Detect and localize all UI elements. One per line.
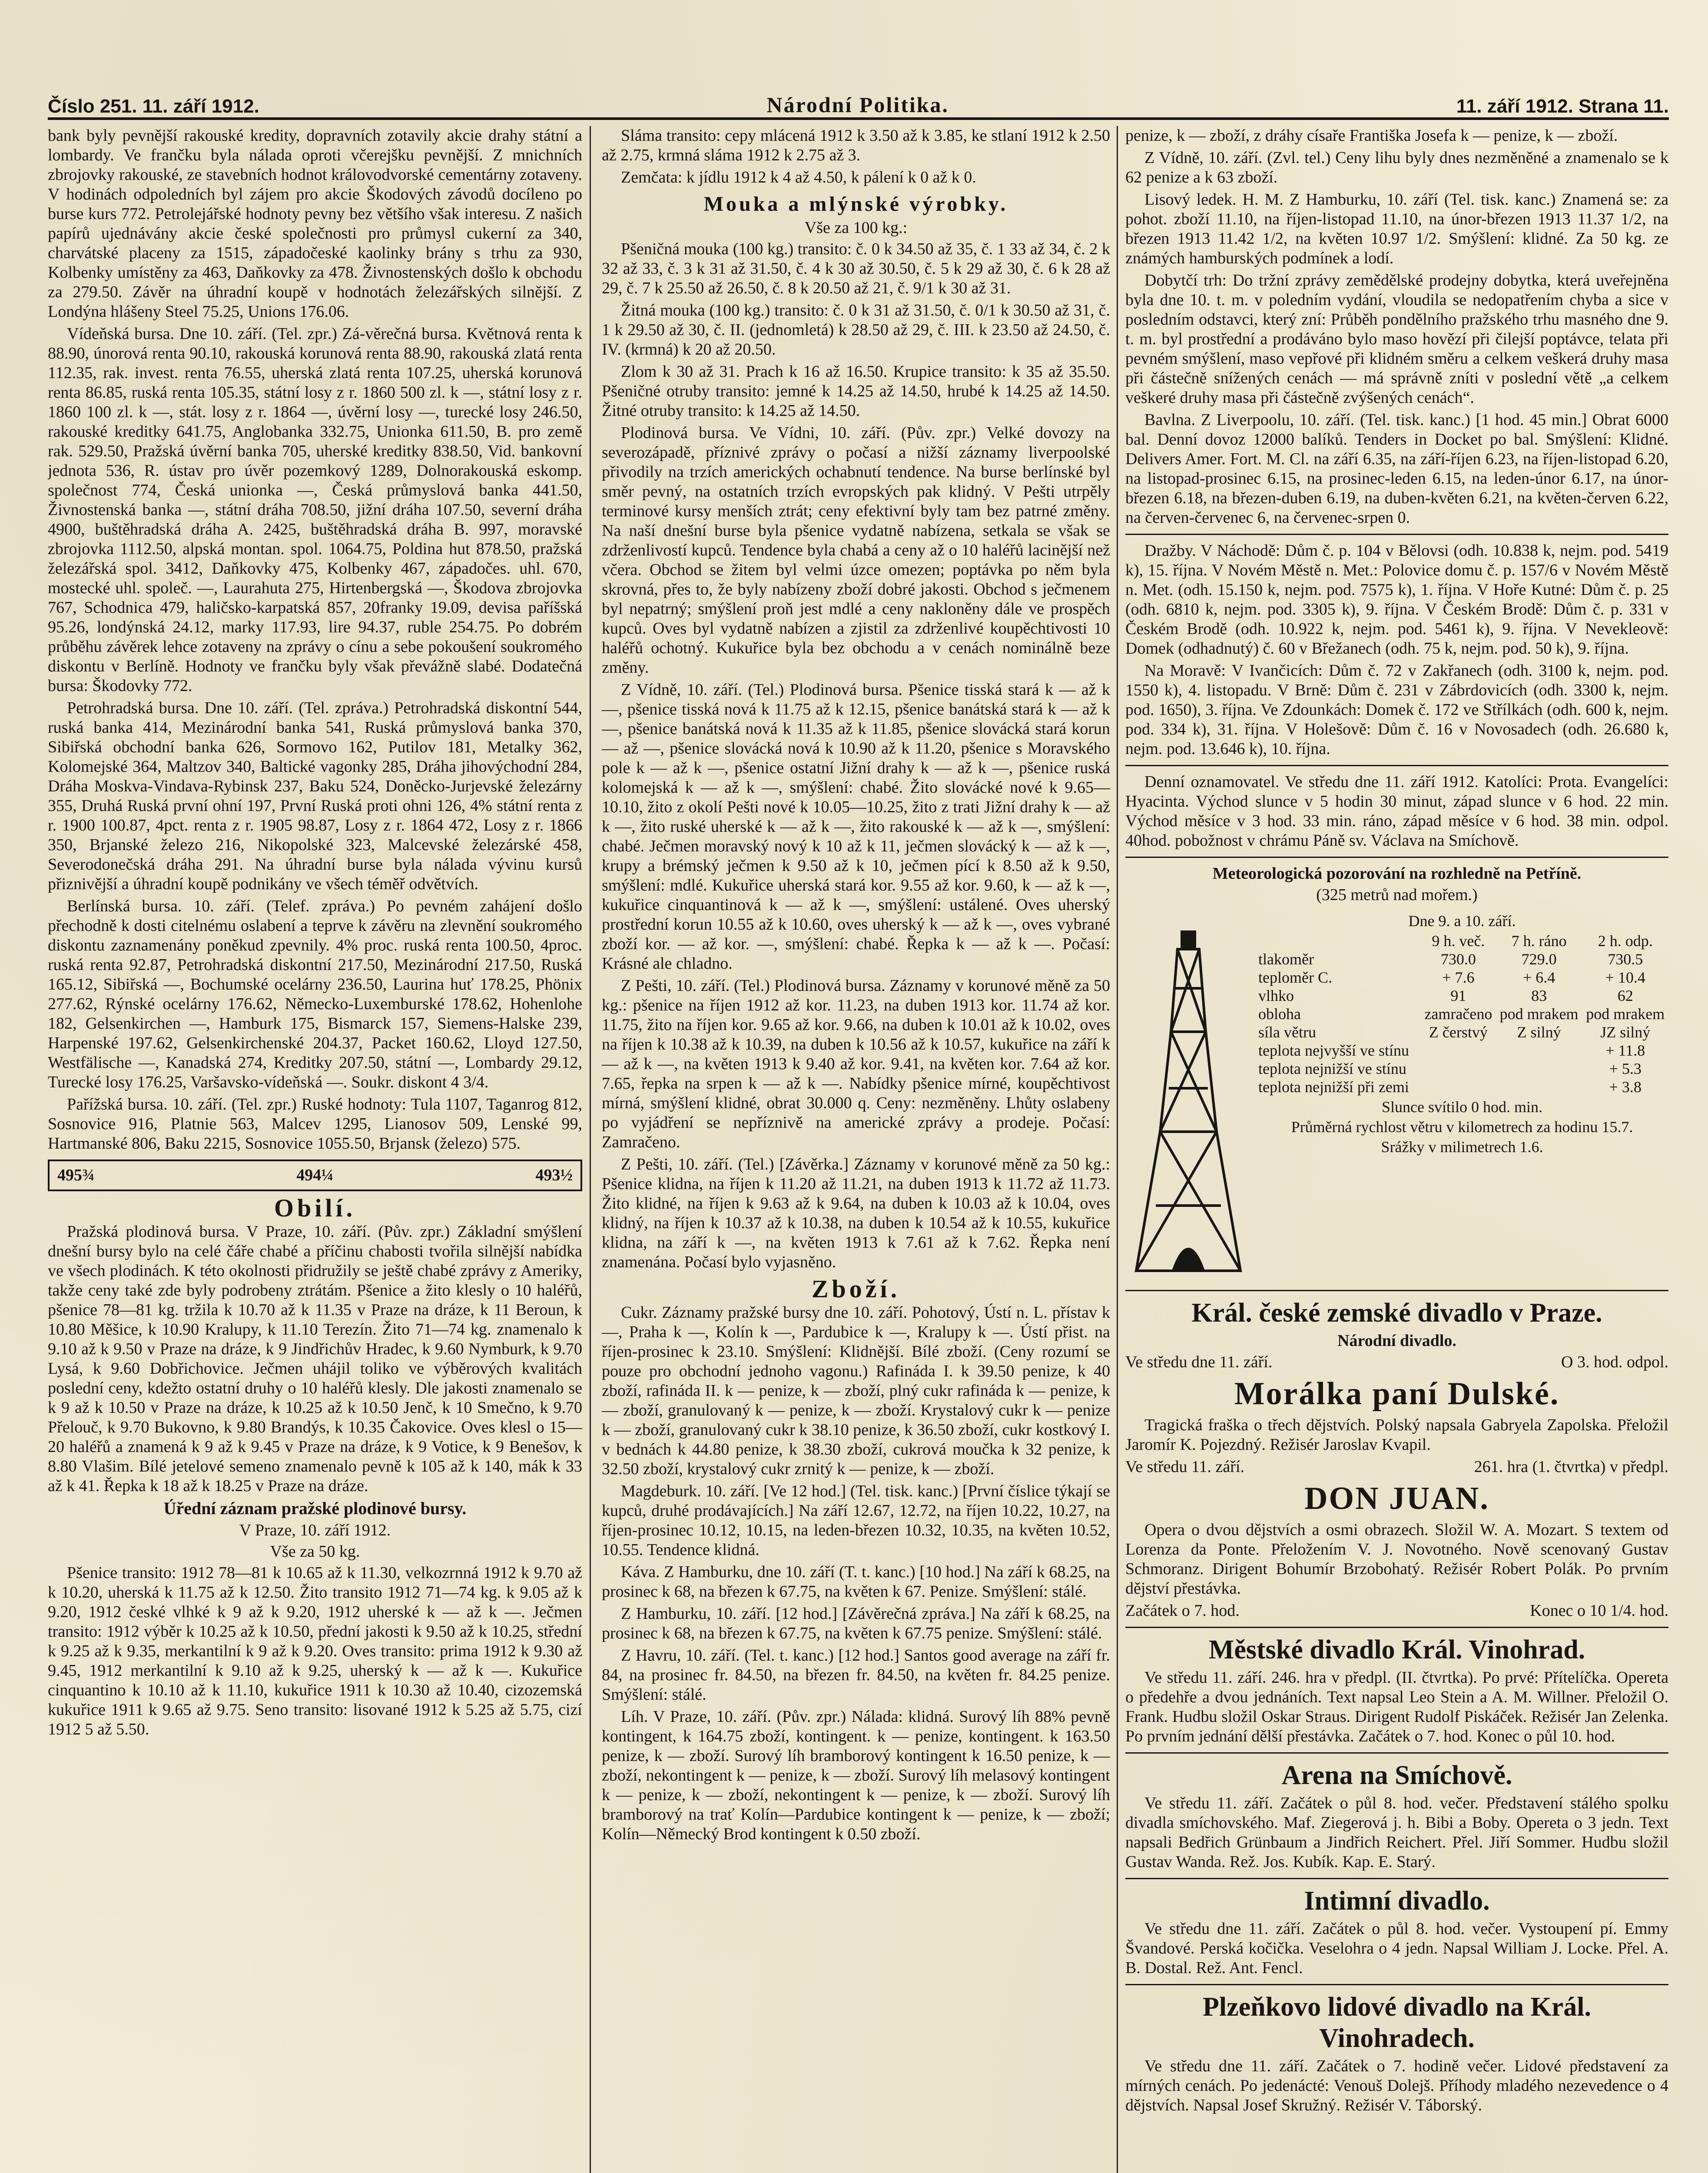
divider xyxy=(1125,534,1668,535)
meteo-value: Z čerstvý xyxy=(1429,1023,1488,1041)
article-auctions-moravia: Na Moravě: V Ivančicích: Dům č. 72 v Zakřanech (odh. 3100 k, nejm. pod. 1550 k), 4. listopadu. V Brně: Dům č. 231 v Zábrdovicích (odh. 3300 k, nejm. pod. 1650), 3. října. Ve Zdounkách: Domek č. 172 ve Střílkách (odh. 600 k, nejm. pod. 334 k), 31. října. V Holešově: Dům č. 16 v Novosadech (odh. 26.680 k, nejm. pod. 13.646 k), 10. října. xyxy=(1125,661,1668,758)
masthead xyxy=(48,87,1669,120)
theatre-subheading: Národní divadlo. xyxy=(1337,1332,1456,1350)
theatre-heading-national: Král. české zemské divadlo v Praze. xyxy=(1191,1298,1602,1328)
meteo-value: + 10.4 xyxy=(1605,969,1645,986)
theatre-description: Ve středu dne 11. září. Začátek o 7. hodině večer. Lidové představení za mírných cenách. Po jedenácté: Venouš Dolejš. Příhody mladého nezevedence o 4 dějstvích. Napsal Josef Skružný. Režisér V. Táborský. xyxy=(1125,2057,1668,2114)
meteo-value: + 3.8 xyxy=(1609,1078,1642,1096)
divider xyxy=(1125,765,1668,766)
article-vienna-bourse: Vídeňská bursa. Dne 10. září. (Tel. zpr.) Zá-věrečná bursa. Květnová renta k 88.90, únorová renta 90.10, rakouská korunová renta 88.90, rakouská zlatá renta 112.35, rak. invest. renta 76.55, uherská zlatá renta 107.25, uherská korunová renta 86.85, ruská renta 105.35, státní losy z r. 1860 500 zl. k —, státní losy z r. 1860 100 zl. k —, stát. losy z r. 1864 —, úvěrní losy —, turecké losy 246.50, rakouské kreditky 641.75, Anglobanka 332.75, Unionka 611.50, B. pro země rak. 529.50, Pražská úvěrní banka 705, uherské kreditky 838.50, Vid. bankovní jednota 536, R. ústav pro úvěr pozemkový 1289, Dolnorakouská eskomp. společnost 774, Česká unionka —, Česká průmyslová banka 441.50, Živnostenská banka —, státní dráha 708.50, jižní dráha 107.50, severní dráha 4900, buštěhradská dráha A. 2425, buštěhradská dráha B. 997, moravské zbrojovka 1112.50, alpská montan. spol. 1064.75, Poldina hut 878.50, pražská železářská spol. 3412, Daňkovky 475, Kolbenky 467, západočes. uhl. 670, mostecké uhl. společ. —, Laurahuta 275, Hirtenbergská —, Škodova zbrojovka 767, Schodnica 479, haličsko-karpatská 857, 20franky 19.09, devisa paříšská 95.26, londýnská 24.12, marky 117.93, lire 94.37, ruble 254.75. Po dobrém průběhu závěrek lehce zotaveny na zprávy o cínu a sebe pokoušení soukromého diskontu v Berlíně. Hodnoty ve frančku byly však převážně slabé. Dodatečná bursa: Škodovky 772. xyxy=(48,325,582,695)
article-prague-produce-bourse: Pražská plodinová bursa. V Praze, 10. září. (Pův. zpr.) Základní smýšlení dnešní bursy bylo na celé čáře chabé a příčinu chabosti tvořila silnější nabídka ve všech plodinách. K této okolnosti přidružily se ještě chabé zprávy z Ameriky, takže ceny také zde byly podrobeny ztrátám. Pšenice a žito klesly o 10 haléřů, pšenice 78—81 kg. tržila k 10.70 až k 11.35 v Praze na dráze, k 11 Beroun, k 10.80 Měšice, k 10.90 Kralupy, k 11.10 Terezín. Žito 71—74 kg. znamenalo k 9.10 až k 9.50 v Praze na dráze, k 9 Jindřichův Hradec, k 9.60 Nymburk, k 9.70 Lysá, k 9.60 Dobřichovice. Ječmen uhájil toliko ve výběrových kvalitách poslední ceny, kdežto ostatní druhy o 10 haléřů klesly. Dle jakosti znamenalo se k 9 až k 10.50 v Praze na dráze, k 10.25 až k 10.50 Jenč, k 10 Smečno, k 9.70 Přelouč, k 9.70 Bukovno, k 9.80 Brandýs, k 10.35 Čakovice. Oves klesl o 15—20 haléřů a znamená k 9 až k 9.45 v Praze na dráze, k 9 Votice, k 9 Benešov, k 8.80 Vlašim. Bílé jetelové semeno znamenalo pevně k 105 až k 140, mák k 33 až k 41. Řepka k 18 až k 18.25 v Praze na dráze. xyxy=(48,1223,582,1495)
theatre-heading-intimate: Intimní divadlo. xyxy=(1304,1886,1490,1916)
meteo-value: pod mrakem xyxy=(1499,1005,1579,1023)
article-vienna-spirits: Z Vídně, 10. září. (Zvl. tel.) Ceny lihu byly dnes nezměněné a znamenalo se k 62 penize a k 63 zboží. xyxy=(1125,149,1668,186)
meteo-wind: Průměrná rychlost větru v kilometrech za hodinu 15.7. xyxy=(1291,1118,1633,1136)
meteo-value: 729.0 xyxy=(1521,950,1557,968)
article-spirits-cont: penize, k — zboží, z dráhy císaře Františka Josefa k — penize, k — zboží. xyxy=(1125,126,1618,145)
theatre-date: Ve středu 11. září. xyxy=(1125,1458,1244,1476)
article-saltpeter: Lisový ledek. H. M. Z Hamburku, 10. září (Tel. tisk. kanc.) Znamená se: za pohot. zboží 11.10, na říjen-listopad 11.10, na únor-březen 1913 11.37 1/2, na březen 1913 11.42 1/2, na květen 10.97 1/2. Smýšlení: klidné. Za 50 kg. ze známých hamburských podmínek a lodí. xyxy=(1125,190,1668,267)
article-daily-announcer: Denní oznamovatel. Ve středu dne 11. září 1912. Katolíci: Prota. Evangelíci: Hyacinta. Východ slunce v 5 hodin 30 minut, západ slunce v 6 hod. 22 min. Východ měsíce v 3 hod. 33 min. ráno, západ měsíce v 6 hod. 38 min. odpol. 40hod. pobožnost v chrámu Páně sv. Václava na Smíchově. xyxy=(1125,773,1668,850)
column-1 xyxy=(48,126,582,2173)
article-coffee: Káva. Z Hamburku, dne 10. září (T. t. kanc.) [10 hod.] Na září k 68.25, na prosinec k 68, na březen k 67.75, na květen k 67. Penize. Smýšlení: stálé. xyxy=(602,1563,1110,1601)
meteo-col-head: 7 h. ráno xyxy=(1511,932,1567,950)
official-record-heading: Úřední záznam pražské plodinové bursy. xyxy=(163,1499,467,1518)
meteo-row xyxy=(1256,987,1668,1005)
meteo-row xyxy=(1256,1005,1668,1023)
article-rye-flour: Žitná mouka (100 kg.) transito: č. 0 k 31 až 31.50, č. 0/1 k 30.50 až 31, č. 1 k 29.50 až 30, č. II. (jednomletá) k 28.50 až 29, č. III. k 23.50 až 24.50, č. IV. (krmná) k 20 až 20.50. xyxy=(602,301,1110,359)
meteo-row xyxy=(1256,968,1668,987)
article-petersburg-bourse: Petrohradská bursa. Dne 10. září. (Tel. zpráva.) Petrohradská diskontní 544, ruská banka 414, Mezinárodní banka 541, Ruská průmyslová banka 370, Sibiřská obchodní banka 626, Sormovo 162, Putilov 181, Metalky 362, Kolomejské 364, Maltzov 340, Baltické vagonky 285, Dráha jihovýchodní 284, Dráha Moskva-Vindava-Rybinsk 237, Baku 524, Doněcko-Jurjevské železárny 355, Druhá Ruská první ohní 197, První Ruská proti ohni 126, 4% státní renta z r. 1900 100.87, 4pct. renta z r. 1905 98.87, Losy z r. 1864 472, Losy z r. 1866 350, Brjanské železo 216, Nikopolské 323, Malcevské železárské 458, Severodonečská dráha 291. Na úhradní burse byla nálada vývinu kursů přiznivější a úhradní koupě podnikány ve všech téměř odvětvích. xyxy=(48,699,582,893)
meteo-sunshine: Slunce svítilo 0 hod. min. xyxy=(1381,1098,1542,1116)
theatre-time: O 3. hod. odpol. xyxy=(1561,1353,1668,1371)
meteo-value: 730.0 xyxy=(1440,950,1476,968)
meteo-header-row xyxy=(1256,932,1668,950)
end-time: Konec o 10 1/4. hod. xyxy=(1530,1602,1668,1620)
petrin-tower-illustration xyxy=(1130,923,1247,1279)
article-straw: Sláma transito: cepy mlácená 1912 k 3.50 až k 3.85, ke stlaní 1912 k 2.50 až 2.75, krmná sláma 1912 k 2.75 až 3. xyxy=(602,126,1110,164)
divider xyxy=(1125,1878,1668,1879)
meteo-value: + 7.6 xyxy=(1442,969,1475,986)
article-spirits: Líh. V Praze, 10. září. (Pův. zpr.) Nálada: klidná. Surový líh 88% pevně kontingent, k 164.75 zboží, kontingent. k — penize, kontingent. k 163.50 penize, k — zboží. Surový líh bramborový kontingent k 16.50 penize, k — zboží, nekontingent k — penize, k — zboží. Surový líh melasový kontingent k — penize, k — zboží, nekontingent k — penize, k — zboží. Surový líh bramborový na trať Kolín—Pardubice kontingent k — penize, k — zboží; Kolín—Německý Brod kontingent k 0.50 zboží. xyxy=(602,1708,1110,1843)
meteo-table xyxy=(1256,910,1668,1158)
meteo-value: pod mrakem xyxy=(1586,1005,1665,1023)
section-heading-flour: Mouka a mlýnské výrobky. xyxy=(703,193,1008,216)
meteo-row xyxy=(1256,1023,1668,1041)
divider xyxy=(1125,1627,1668,1628)
meteo-value: 62 xyxy=(1617,987,1633,1004)
meteo-value: JZ silný xyxy=(1600,1023,1651,1041)
meteo-value: 91 xyxy=(1450,987,1466,1004)
price-box-value: 495¾ xyxy=(57,1166,95,1184)
divider xyxy=(1125,1290,1668,1291)
meteo-title: Meteorologická pozorování na rozhledně na Petříně. xyxy=(1212,864,1582,883)
meteo-subtitle: (325 metrů nad mořem.) xyxy=(1316,886,1478,904)
official-record-date: V Praze, 10. září 1912. xyxy=(239,1521,391,1539)
article-bran: Zlom k 30 až 31. Prach k 16 až 16.50. Krupice transito: k 35 až 35.50. Pšeničné otruby transito: jemné k 14.25 až 14.50, hrubé k 14.25 až 14.50. Žitné otruby transito: k 14.25 až 14.50. xyxy=(602,362,1110,420)
play-title: Morálka paní Dulské. xyxy=(1234,1376,1560,1412)
meteo-value: 83 xyxy=(1531,987,1547,1004)
theatre-heading-vinohrady: Městské divadlo Král. Vinohrad. xyxy=(1208,1635,1585,1665)
play-title: DON JUAN. xyxy=(1304,1481,1489,1516)
meteo-extra-row xyxy=(1256,1041,1668,1060)
meteo-rain: Srážky v milimetrech 1.6. xyxy=(1381,1138,1543,1156)
theatre-heading-arena: Arena na Smíchově. xyxy=(1281,1761,1512,1790)
article-paris-bourse: Pařížská bursa. 10. září. (Tel. zpr.) Ruské hodnoty: Tula 1107, Taganrog 812, Sosnovice 916, Platnie 563, Malcev 1295, Lianosov 509, Lenské 99, Hartmanské 806, Baku 2215, Sosnovice 1055.50, Brjansk (železo) 575. xyxy=(48,1095,582,1153)
meteo-extra-row xyxy=(1256,1078,1668,1096)
column-rule xyxy=(1117,126,1118,2173)
article-potatoes: Zemčata: k jídlu 1912 k 4 až 4.50, k pálení k 0 až k 0. xyxy=(621,168,976,186)
article-auctions: Dražby. V Náchodě: Dům č. p. 104 v Bělovsi (odh. 10.838 k, nejm. pod. 5419 k), 15. října. V Novém Městě n. Met.: Polovice domu č. p. 157/6 v Novém Městě n. Met. (odh. 15.150 k, nejm. pod. 7575 k), 1. října. V Hoře Kutné: Dům č. p. 25 (odh. 6810 k, nejm. pod. 3305 k), 9. října. V Českém Brodě: Dům č. p. 331 v Českém Brodě (odh. 10.922 k, nejm. pod. 5461 k), 9. října. V Nevekleově: Domek (odhadnutý) č. 60 v Břežanech (odh. 75 k, nejm. pod. 50 k), 9. října. xyxy=(1125,542,1668,658)
meteo-row-label: vlhko xyxy=(1258,987,1294,1004)
article-vienna-produce-2: Z Vídně, 10. září. (Tel.) Plodinová bursa. Pšenice tisská stará k — až k —, pšenice tisská nová k 11.75 až k 12.15, pšenice banátská stará k — až k —, pšenice banátská nová k 11.35 až k 11.85, pšenice slovácká stará korun — až —, pšenice slovácká nová k 10.90 až k 11.20, pšenice s Moravského pole k — až k —, pšenice ostatní Jižní drahy k — až k —, pšenice ruská kolomejská k — až k —, smýšlení: chabé. Žito slovácké nové k 9.65—10.10, žito z okolí Pešti nové k 10.05—10.25, žito z trati Jižní drahy k — až k —, žito ruské uherské k — až k —, žito rakouské k — až k —, smýšlení: chabé. Ječmen moravský nový k 10 až k 11, ječmen slovácký k — až k —, krupy a brémský ječmen k 9.50 až k 10, ječmen pící k 8.50 až k 9.50, smýšlení: mdlé. Kukuřice uherská stará kor. 9.55 až kor. 9.60, k — až k —, kukuřice cinquantinová k — až k —, smýšlení: ustálené. Oves uherský prostřední korun 10.55 až k 10.60, oves uherský k — až k —, oves vybrané zboží kor. — až kor. —, smýšlení: chabé. Řepka k — až k —. Počasí: Krásné ale chladno. xyxy=(602,681,1110,973)
article-text: bank byly pevnější rakouské kredity, dopravních zotavily akcie drahy státní a lombardy. Ve frančku byla nálada oproti včerejšku pevnější. Z mnichních zbrojovky rakouské, ze stavebních hodnot královodvorské cementárny zotaveny. V hodinách odpoledních byl zájem pro akcie Škodových závodů docíleno po burse kurs 772. Petrolejářské hodnoty pevny bez většího však interesu. Z našich papírů ujednávány akcie české společnosti pro průmysl cukerní za 340, charvátské placeny za 1515, západočeské kaolinky brány s trhu za 930, Kolbenky umístěny za 463, Daňkovky za 478. Živnostenských došlo k obchodu za 279.50. Závěr na úhradní koupě v hodnotách železářských silnější. Z Londýna hlášeny Steel 75.25, Unions 176.06. xyxy=(48,126,582,321)
theatre-date-row xyxy=(1125,1352,1668,1372)
article-pest-produce: Z Pešti, 10. září. (Tel.) Plodinová bursa. Záznamy v korunové měně za 50 kg.: pšenice na říjen 1912 až kor. 11.23, na duben 1913 kor. 11.74 až kor. 11.75, žito na říjen kor. 9.65 až kor. 9.66, na duben k 10.01 až k 10.02, oves na říjen k 10.38 až k 10.39, na duben k 10.56 až k 10.57, kukuřice na září k — až k —, na květen 1913 k 9.40 až kor. 9.41, na květen kor. 7.64 až kor. 7.65, řepka na srpen k — až k —. Nabídky pšenice mírné, koupěchtivost mírná, smýšlení klidné, obrat 30.000 q. Ceny: nezměněny. Lhůty oslabeny po vyjádření se nepříznivě na americké zprávy a prodeje. Počasí: Zamračeno. xyxy=(602,977,1110,1151)
theatre-date: Ve středu dne 11. září. xyxy=(1125,1353,1273,1371)
divider xyxy=(1125,857,1668,858)
play-description: Opera o dvou dějstvích a osmi obrazech. Složil W. A. Mozart. S textem od Lorenza da Ponte. Přeložením V. J. Novotného. Nově scenovaný Gustav Schmoranz. Dirigent Bohumír Brzobohatý. Režisér Robert Polák. Po prvním dějství přestávka. xyxy=(1125,1521,1668,1598)
meteo-value: 730.5 xyxy=(1608,950,1643,968)
meteo-extra-row xyxy=(1256,1060,1668,1078)
article-vienna-produce: Plodinová bursa. Ve Vídni, 10. září. (Pův. zpr.) Velké dovozy na severozápadě, příznivé zprávy o počasí a nižší záznamy liverpoolské přivodily na trzích amerických ochabnutí tendence. Na burse berlínské byl směr pevný, na ostatních trzích evropských pak klidný. V Pešti utrpěly terminové kursy menších ztrát; ceny efektivní byly tam bez patrné změny. Na naší dnešní burse byla pšenice vydatně nabízena, setkala se však se zdrženlivostí kupců. Tendence byla chabá a ceny až o 10 haléřů lacinější než včera. Obchod se žitem byl velmi úzce omezen; poptávka po něm byla skrovná, přes to, že byly nabízeny zboží dobré jakosti. Obchod s ječmenem byl nepatrný; smýšlení proň jest mdlé a ceny nakloněny dále ve prospěch kupců. Oves byl vydatně nabízen a zjistil za zdrženlivé koupěchtivosti 10 haléřů ochotný. Kukuřice byla bez obchodu a v cenách nominálně beze změny. xyxy=(602,424,1110,677)
theatre-date-row xyxy=(1125,1457,1668,1477)
theatre-description: Ve středu 11. září. 246. hra v předpl. (II. čtvrtka). Po prvé: Přítelíčka. Opereta o předehře a dvou jednáních. Text napsal Leo Stein a A. M. Willner. Přeložil O. Frank. Hudbu složil Oskar Straus. Dirigent Rudolf Piskáček. Režisér Jan Zelenka. Po prvním jednání dělší přestávka. Začátek o 7. hod. Konec o půl 10. hod. xyxy=(1125,1668,1668,1745)
meteo-value: Z silný xyxy=(1517,1023,1561,1041)
divider xyxy=(1125,1984,1668,1985)
theatre-heading-plzenka: Plzeňkovo lidové divadlo na Král. Vinohradech. xyxy=(1203,1992,1591,2053)
price-box-value: 493½ xyxy=(535,1166,573,1184)
meteo-row-label: teplota nejnižší při zemi xyxy=(1258,1078,1409,1096)
article-wheat-flour: Pšeničná mouka (100 kg.) transito: č. 0 k 34.50 až 35, č. 1 33 až 34, č. 2 k 32 až 33, č. 3 k 31 až 31.50, č. 4 k 30 až 30.50, č. 5 k 29 až 30, č. 6 k 28 až 29, č. 7 k 25.50 až 26.50, č. 8 k 20.50 až 21, č. 9/1 k 30 až 31. xyxy=(602,240,1110,297)
divider xyxy=(1125,1752,1668,1754)
meteo-row-label: obloha xyxy=(1258,1005,1301,1023)
section-heading-goods: Zboží. xyxy=(811,1275,901,1303)
official-record-text: Pšenice transito: 1912 78—81 k 10.65 až k 11.30, velkozrnná 1912 k 9.70 až k 10.20, uherská k 11.75 až k 12.50. Žito transito 1912 71—74 kg. k 9.05 až k 9.20, 1912 české vlhké k 9 až k 9.20, 1912 uherské k — až k —. Ječmen transito: 1912 výběr k 10.25 až k 10.50, přední jakosti k 9.50 až k 10.25, střední k 9.25 až k 9.35, merkantilní k 9 až k 9.20. Oves transito: prima 1912 k 9.30 až 9.45, 1912 merkantilní k 9.10 až k 9.25, uherský k — až k —. Kukuřice cinquantino k 10.10 až k 11.10, kukuřice 1911 k 10.30 až 10.40, cizozemská kukuřice 1911 k 9.65 až 9.75. Seno transito: lisované 1912 k 5.25 až 5.75, cizí 1912 5 až 5.50. xyxy=(48,1564,582,1738)
price-box-value: 494¼ xyxy=(296,1166,334,1184)
issue-number: Číslo 251. 11. září 1912. xyxy=(48,96,259,117)
meteo-row xyxy=(1256,950,1668,968)
article-berlin-bourse: Berlínská bursa. 10. září. (Telef. zpráva.) Po pevném zahájení došlo přechodně k dosti citelnému oslabení a teprve k závěru na zlevnění soukromého diskontu zaznamenány poněkud zpevnily. 4% proc. ruská renta 100.50, 4proc. ruská renta 92.87, Petrohradská diskontní 217.50, Mezinárodní 217.50, Ruská 165.12, Sibiřská —, Bochumské ocelárny 236.50, Laurina huť 178.25, Phönix 277.62, Rýnské ocelárny 176.62, Německo-Luxemburské 178.62, Hohenlohe 182, Gelsenkirchen —, Hamburk 175, Bismarck 157, Siemens-Halske 239, Harpenské 197.62, Gelsenkirchenské 204.37, Packet 160.62, Lloyd 127.50, Westfälische —, Kanadská 274, Kreditky 207.50, státní —, Lombardy 29.12, Turecké losy 176.25, Varšavsko-vídeňská —. Soukr. diskont 4 3/4. xyxy=(48,897,582,1091)
theatre-description: Ve středu 11. září. Začátek o půl 8. hod. večer. Představení stálého spolku divadla smíchovského. Maf. Ziegerová j. h. Bibi a Boby. Opereta o 3 jedn. Text napsali Bedřich Grünbaum a Jindřich Reichert. Přel. Jiří Sommer. Hudbu složil Gustav Wanda. Rež. Jos. Kubík. Kap. E. Starý. xyxy=(1125,1794,1668,1871)
meteo-value: zamračeno xyxy=(1424,1005,1492,1023)
section-heading-grain: Obilí. xyxy=(274,1194,356,1222)
column-2 xyxy=(602,126,1110,2173)
article-havre-coffee: Z Havru, 10. září. (Tel. t. kanc.) [12 hod.] Santos good average na září fr. 84, na prosinec fr. 84.50, na březen fr. 84.50, na květen fr. 84.25 penize. Smýšlení: stálé. xyxy=(602,1646,1110,1704)
meteo-block xyxy=(1125,910,1668,1284)
meteo-col-head: 9 h. več. xyxy=(1432,932,1485,950)
page-number: 11. září 1912. Strana 11. xyxy=(1456,96,1669,117)
meteo-row-label: síla větru xyxy=(1258,1023,1316,1041)
newspaper-title: Národní Politika. xyxy=(766,93,949,117)
column-3 xyxy=(1125,126,1668,2173)
price-box xyxy=(48,1160,582,1191)
meteo-value: + 5.3 xyxy=(1609,1060,1642,1077)
theatre-times-row xyxy=(1125,1601,1668,1621)
meteo-row-label: teplota nejnižší ve stínu xyxy=(1258,1060,1406,1077)
meteo-value: + 11.8 xyxy=(1605,1042,1645,1059)
article-sugar: Cukr. Záznamy pražské bursy dne 10. září. Pohotový, Ústí n. L. přístav k —, Praha k —, Kolín k —, Pardubice k —, Kralupy k —. Ústí přist. na říjen-prosinec k 23.10. Smýšlení: Klidnější. Bílé zboží. (Ceny rozumí se pouze pro obchodní jednoho vagonu.) Rafináda I. k 39.50 penize, k 40 zboží, rafináda II. k — penize, k — zboží, plný cukr rafináda k — penize, k — zboží, granulovaný k — penize, k — zboží. Krystalový cukr k — penize k — zboží, granulovaný cukr k 38.10 penize, k 36.50 zboží, cukr kostkový I. v bednách k 44.80 penize, k 38.30 zboží, cukrová moučka k 32 penize, k 32.50 zboží, krystalový cukr zrnitý k — penize, k — zboží. xyxy=(602,1303,1110,1478)
play-description: Tragická fraška o třech dějstvích. Polský napsala Gabryela Zapolska. Přeložil Jaromír K. Pojezdný. Režisér Jaroslav Kvapil. xyxy=(1125,1416,1668,1454)
theatre-subscription: 261. hra (1. čtvrtka) v předpl. xyxy=(1474,1458,1668,1476)
start-time: Začátek o 7. hod. xyxy=(1125,1602,1240,1620)
column-rule xyxy=(590,126,591,2173)
article-cattle-market: Dobytčí trh: Do tržní zprávy zemědělské prodejny dobytka, která uveřejněna byla dne 10. t. m. v poledním vydání, vloudila se nedopatřením chyba a sice v posledním odstavci, který zní: Průběh pondělního pražského trhu masného dne 9. t. m. byl prostřední a prodáváno bylo maso hovězí při čilejší poptávce, telata při pevném smýšlení, maso vepřové při klidném směru a celkem veškerá druhy masa při částečně snížených cenách — má správně zníti v poslední větě „a celkem veškeré druhy masa při částečně zvýšených cenách“. xyxy=(1125,271,1668,407)
article-hamburg-coffee: Z Hamburku, 10. září. [12 hod.] [Závěrečná zpráva.] Na září k 68.25, na prosinec k 68, na březen k 67.75, na květen k 67.75 penize. Smýšlení: stálé. xyxy=(602,1605,1110,1642)
official-record-unit: Vše za 50 kg. xyxy=(270,1542,360,1561)
meteo-date: Dne 9. a 10. září. xyxy=(1408,912,1516,930)
meteo-value: + 6.4 xyxy=(1522,969,1555,986)
article-magdeburg: Magdeburk. 10. září. [Ve 12 hod.] (Tel. tisk. kanc.) [První číslice týkají se kupců, druhé prodávajících.] Na září 12.67, 12.72, na říjen 10.22, 10.27, na říjen-prosinec 10.12, 10.15, na leden-březen 10.32, 10.35, na květen 10.52, 10.55. Tendence klidná. xyxy=(602,1482,1110,1559)
section-unit: Vše za 100 kg.: xyxy=(804,219,908,237)
article-pest-produce-close: Z Pešti, 10. září. (Tel.) [Závěrka.] Záznamy v korunové měně za 50 kg.: Pšenice klidna, na říjen k 11.20 až 11.21, na duben 1913 k 11.72 až 11.73. Žito klidné, na říjen k 9.63 až k 9.64, na duben k 10.03 až k 10.04, oves klidný, na říjen k 10.37 až k 10.38, na duben k 10.54 až k 10.55, kukuřice klidna, na září k —, na květen 1913 k 7.61 až k 7.62. Řepka není znamenána. Počasí bylo vyjasněno. xyxy=(602,1155,1110,1271)
meteo-col-head: 2 h. odp. xyxy=(1598,932,1653,950)
article-cotton: Bavlna. Z Liverpoolu, 10. září. (Tel. tisk. kanc.) [1 hod. 45 min.] Obrat 6000 bal. Denní dovoz 12000 balíků. Tenders in Docket po bal. Smýšlení: Klidné. Delivers Amer. Fort. M. Cl. na září 6.35, na září-říjen 6.23, na říjen-listopad 6.20, na listopad-prosinec 6.15, na prosinec-leden 6.15, na leden-únor 6.17, na únor-březen 6.18, na březen-duben 6.19, na duben-květen 6.21, na květen-červen 6.22, na červen-červenec 6, na červenec-srpen 0. xyxy=(1125,411,1668,527)
meteo-row-label: teplota nejvyšší ve stínu xyxy=(1258,1042,1409,1059)
meteo-row-label: tlakoměr xyxy=(1258,950,1314,968)
meteo-readings xyxy=(1256,932,1668,1096)
meteo-row-label: teploměr C. xyxy=(1258,969,1332,986)
theatre-description: Ve středu dne 11. září. Začátek o půl 8. hod. večer. Vystoupení pí. Emmy Švandové. Perská kočička. Veselohra o 4 jedn. Napsal William J. Locke. Přel. A. B. Dostal. Rež. Ant. Fencl. xyxy=(1125,1920,1668,1977)
